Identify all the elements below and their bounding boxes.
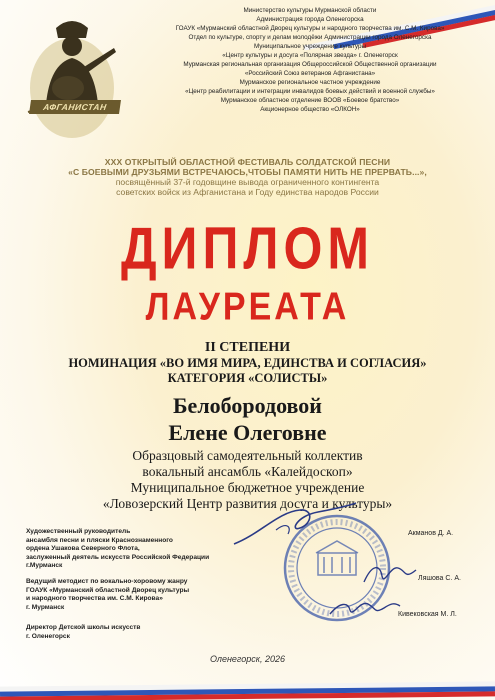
organizer-line: Отдел по культуре, спорту и делам молодёжи Администрации города Оленегорска — [188, 34, 432, 41]
organizer-line: Акционерное общество «ОЛКОН» — [260, 106, 360, 113]
signatory-line: Художественный руководитель — [26, 528, 131, 535]
signatory-line: ансамбля песни и пляски Краснознаменного — [26, 536, 173, 544]
festival-line: посвящённый 37-й годовщине вывода ограниченного контингента — [115, 177, 380, 187]
signatory-3-name: Кивековская М. Л. — [398, 611, 457, 618]
degree-label: II СТЕПЕНИ — [204, 340, 291, 355]
organizer-line: Администрация города Оленегорска — [256, 16, 364, 23]
organizer-line: «Центр культуры и досуга «Полярная звезда» г. Оленегорск — [222, 52, 398, 59]
recipient-surname: Белобородовой — [173, 393, 322, 418]
signature-3-icon — [326, 596, 402, 620]
organizer-line: «Российский Союз ветеранов Афганистана» — [244, 70, 376, 77]
category-label: КАТЕГОРИЯ «СОЛИСТЫ» — [167, 371, 328, 385]
diploma-subtitle: ЛАУРЕАТА — [145, 284, 350, 329]
institution-line: вокальный ансамбль «Калейдоскоп» — [142, 464, 353, 479]
signatory-line: Директор Детской школы искусств — [26, 624, 141, 631]
signatory-1-position — [26, 528, 209, 571]
festival-heading — [20, 157, 475, 197]
festival-line: XXX ОТКРЫТЫЙ ОБЛАСТНОЙ ФЕСТИВАЛЬ СОЛДАТСКОЙ ПЕСНИ — [104, 157, 391, 167]
organizer-line: Мурманское региональное частное учреждение — [239, 79, 381, 86]
signatory-line: заслуженный деятель искусств Российской Федерации — [26, 553, 210, 561]
signature-1-icon — [230, 500, 360, 550]
recipient-given-names: Елене Олеговне — [168, 420, 327, 445]
signatory-line: г. Оленегорск — [26, 632, 70, 640]
signatory-line: и народного творчества им. С.М. Кирова» — [26, 595, 163, 603]
place-and-year: Оленегорск, 2026 — [209, 654, 286, 664]
organizer-line: Министерство культуры Мурманской области — [243, 7, 377, 14]
festival-line: «С БОЕВЫМИ ДРУЗЬЯМИ ВСТРЕЧАЮСЬ,ЧТОБЫ ПАМЯТИ НИТЬ НЕ ПРЕРВАТЬ...», — [68, 167, 427, 177]
institution-line: Муниципальное бюджетное учреждение — [130, 480, 365, 495]
signatory-line: ордена Ушакова Северного Флота, — [26, 545, 140, 553]
signatory-line: г.Мурманск — [26, 562, 63, 570]
signatory-line: Ведущий методист по вокально-хоровому жанру — [26, 578, 188, 585]
organizers-list — [130, 6, 490, 114]
organizer-line: ГОАУК «Мурманский областной Дворец культуры и народного творчества им. С.М. Кирова» — [175, 25, 445, 32]
signature-2-icon — [360, 560, 420, 588]
signatory-line: г. Мурманск — [26, 603, 65, 611]
signatory-3-position — [26, 624, 140, 641]
signatory-2-position — [26, 578, 189, 612]
signatory-2-name: Ляшова С. А. — [418, 575, 461, 582]
organizer-line: Мурманское областное отделение ВООВ «Боевое братство» — [220, 97, 400, 104]
institution-line: Образцовый самодеятельный коллектив — [132, 448, 363, 463]
logo-banner: АФГАНИСТАН — [29, 100, 121, 114]
festival-line: советских войск из Афганистана и Году единства народов России — [116, 187, 379, 197]
signatory-line: ГОАУК «Мурманский областной Дворец культуры — [26, 586, 190, 594]
organizer-line: Мурманская региональная организация Общероссийской Общественной организации — [183, 61, 437, 68]
diploma-title: ДИПЛОМ — [120, 215, 375, 282]
signatory-1-name: Акманов Д. А. — [408, 530, 454, 537]
festival-logo-icon — [26, 8, 118, 146]
institution-line: «Ловозерский Центр развития досуга и культуры» — [102, 496, 393, 511]
organizer-line: «Центр реабилитации и интеграции инвалидов боевых действий и военной службы» — [185, 88, 435, 95]
organizer-line: Муниципальное учреждение культуры — [253, 43, 367, 50]
nomination-label: НОМИНАЦИЯ «ВО ИМЯ МИРА, ЕДИНСТВА И СОГЛАСИЯ» — [68, 356, 427, 370]
